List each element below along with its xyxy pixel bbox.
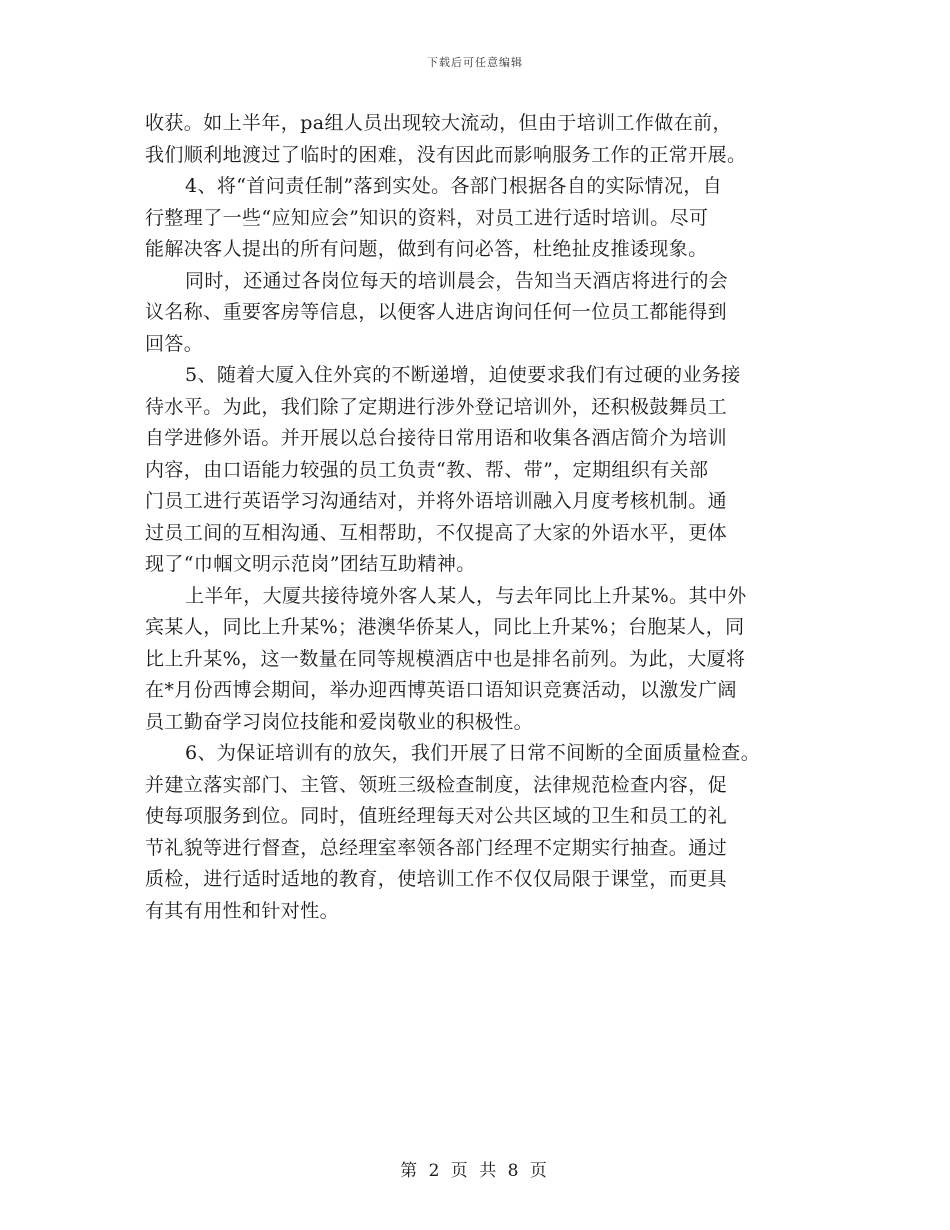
text-line: 现了“巾帼文明示范岗”团结互助精神。 (145, 553, 476, 575)
paragraph-start-line: 4、将“首问责任制”落到实处。各部门根据各自的实际情况，自 (185, 175, 723, 197)
text-line: 我们顺利地渡过了临时的困难，没有因此而影响服务工作的正常开展。 (145, 143, 747, 166)
text-line: 行整理了一些“应知应会”知识的资料，对员工进行适时培训。尽可 (145, 206, 709, 229)
paragraph-start-line: 6、为保证培训有的放矢，我们开展了日常不间断的全面质量检查。 (185, 742, 761, 764)
paragraph-start-line: 同时，还通过各岗位每天的培训晨会，告知当天酒店将进行的会 (185, 269, 729, 292)
text-line: 质检，进行适时适地的教育，使培训工作不仅仅局限于课堂，而更具 (145, 868, 728, 890)
text-line: 收获。如上半年，pa组人员出现较大流动，但由于培训工作做在前， (145, 112, 732, 134)
text-line: 比上升某%，这一数量在同等规模酒店中也是排名前列。为此，大厦将 (145, 647, 746, 670)
text-line: 内容，由口语能力较强的员工负责“教、帮、带”，定期组织有关部 (145, 458, 709, 481)
text-line: 议名称、重要客房等信息，以便客人进店询问任何一位员工都能得到 (145, 301, 728, 323)
document-body (145, 108, 835, 927)
text-line: 有其有用性和针对性。 (145, 899, 340, 922)
text-line: 过员工间的互相沟通、互相帮助，不仅提高了大家的外语水平，更体 (145, 521, 728, 544)
page-header: 下载后可任意编辑 (427, 56, 523, 69)
paragraph-start-line: 5、随着大厦入住外宾的不断递增，迫使要求我们有过硬的业务接 (185, 364, 741, 386)
text-line: 使每项服务到位。同时，值班经理每天对公共区域的卫生和员工的礼 (145, 805, 728, 827)
text-line: 待水平。为此，我们除了定期进行涉外登记培训外，还积极鼓舞员工 (145, 395, 728, 418)
text-line: 门员工进行英语学习沟通结对，并将外语培训融入月度考核机制。通 (145, 490, 728, 512)
text-line: 宾某人，同比上升某%；港澳华侨某人，同比上升某%；台胞某人，同 (145, 616, 745, 638)
text-line: 自学进修外语。并开展以总台接待日常用语和收集各酒店简介为培训 (145, 427, 728, 449)
text-line: 节礼貌等进行督查，总经理室率领各部门经理不定期实行抽查。通过 (145, 836, 728, 859)
text-line: 回答。 (145, 332, 204, 355)
text-line: 能解决客人提出的所有问题，做到有问必答，杜绝扯皮推诿现象。 (145, 238, 708, 260)
text-line: 在*月份西博会期间，举办迎西博英语口语知识竞赛活动，以激发广阔 (145, 679, 737, 701)
paragraph-start-line: 上半年，大厦共接待境外客人某人，与去年同比上升某%。其中外 (185, 584, 747, 607)
page-number-footer: 第 2 页 共 8 页 (400, 1161, 550, 1181)
text-line: 员工勤奋学习岗位技能和爱岗敬业的积极性。 (145, 710, 534, 733)
text-line: 并建立落实部门、主管、领班三级检查制度，法律规范检查内容，促 (145, 773, 728, 796)
